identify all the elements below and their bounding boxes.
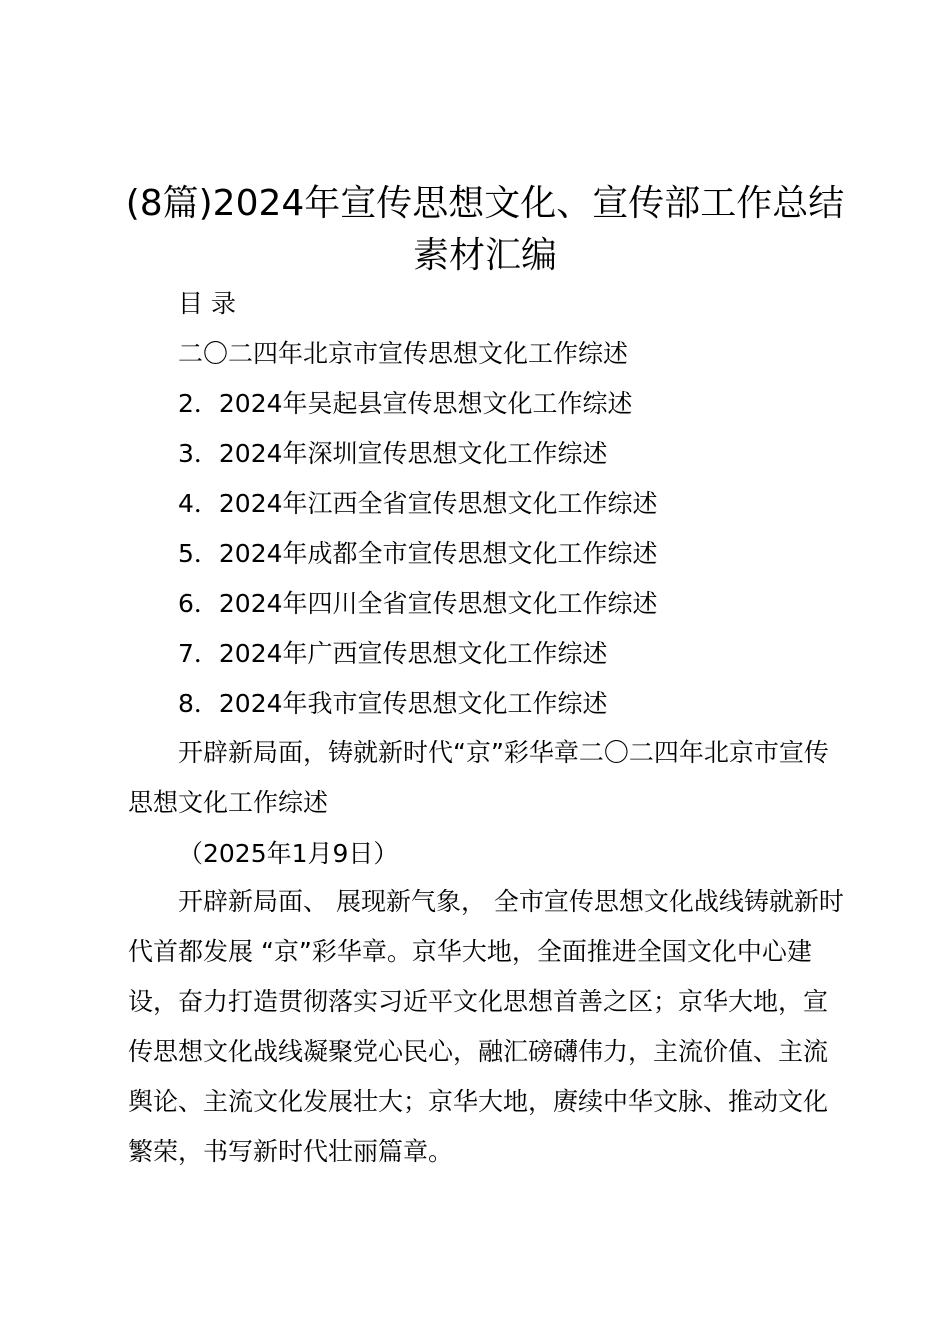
toc-item-6: 6．2024年四川全省宣传思想文化工作综述 — [178, 589, 658, 618]
toc-item-8: 8．2024年我市宣传思想文化工作综述 — [178, 689, 608, 718]
article-date: （2025年1月9日） — [178, 839, 399, 868]
toc-item-5: 5．2024年成都全市宣传思想文化工作综述 — [178, 539, 658, 568]
toc-item-7: 7．2024年广西宣传思想文化工作综述 — [178, 639, 608, 668]
document-title: (8篇)2024年宣传思想文化、宣传部工作总结素材汇编 — [125, 183, 845, 276]
toc-heading: 目 录 — [178, 289, 236, 318]
toc-item-3: 3．2024年深圳宣传思想文化工作综述 — [178, 439, 608, 468]
toc-item-2: 2．2024年吴起县宣传思想文化工作综述 — [178, 389, 633, 418]
paragraph-1: 开辟新局面、 展现新气象， 全市宣传思想文化战线铸就新时代首都发展 “京”彩华章。京华大地，全面推进全国文化中心建设，奋力打造贯彻落实习近平文化思想首善之区；京华大地，宣传思想文化战线凝聚党心民心，融汇磅礴伟力，主流价值、主流舆论、主流文化发展壮大；京华大地，赓续中华文脉、推动文化繁荣，书写新时代壮丽篇章。 — [128, 887, 844, 1166]
article-title: 开辟新局面，铸就新时代“京”彩华章二〇二四年北京市宣传思想文化工作综述 — [128, 738, 829, 817]
toc-item-4: 4．2024年江西全省宣传思想文化工作综述 — [178, 489, 658, 518]
toc-item-1: 二〇二四年北京市宣传思想文化工作综述 — [178, 339, 629, 368]
